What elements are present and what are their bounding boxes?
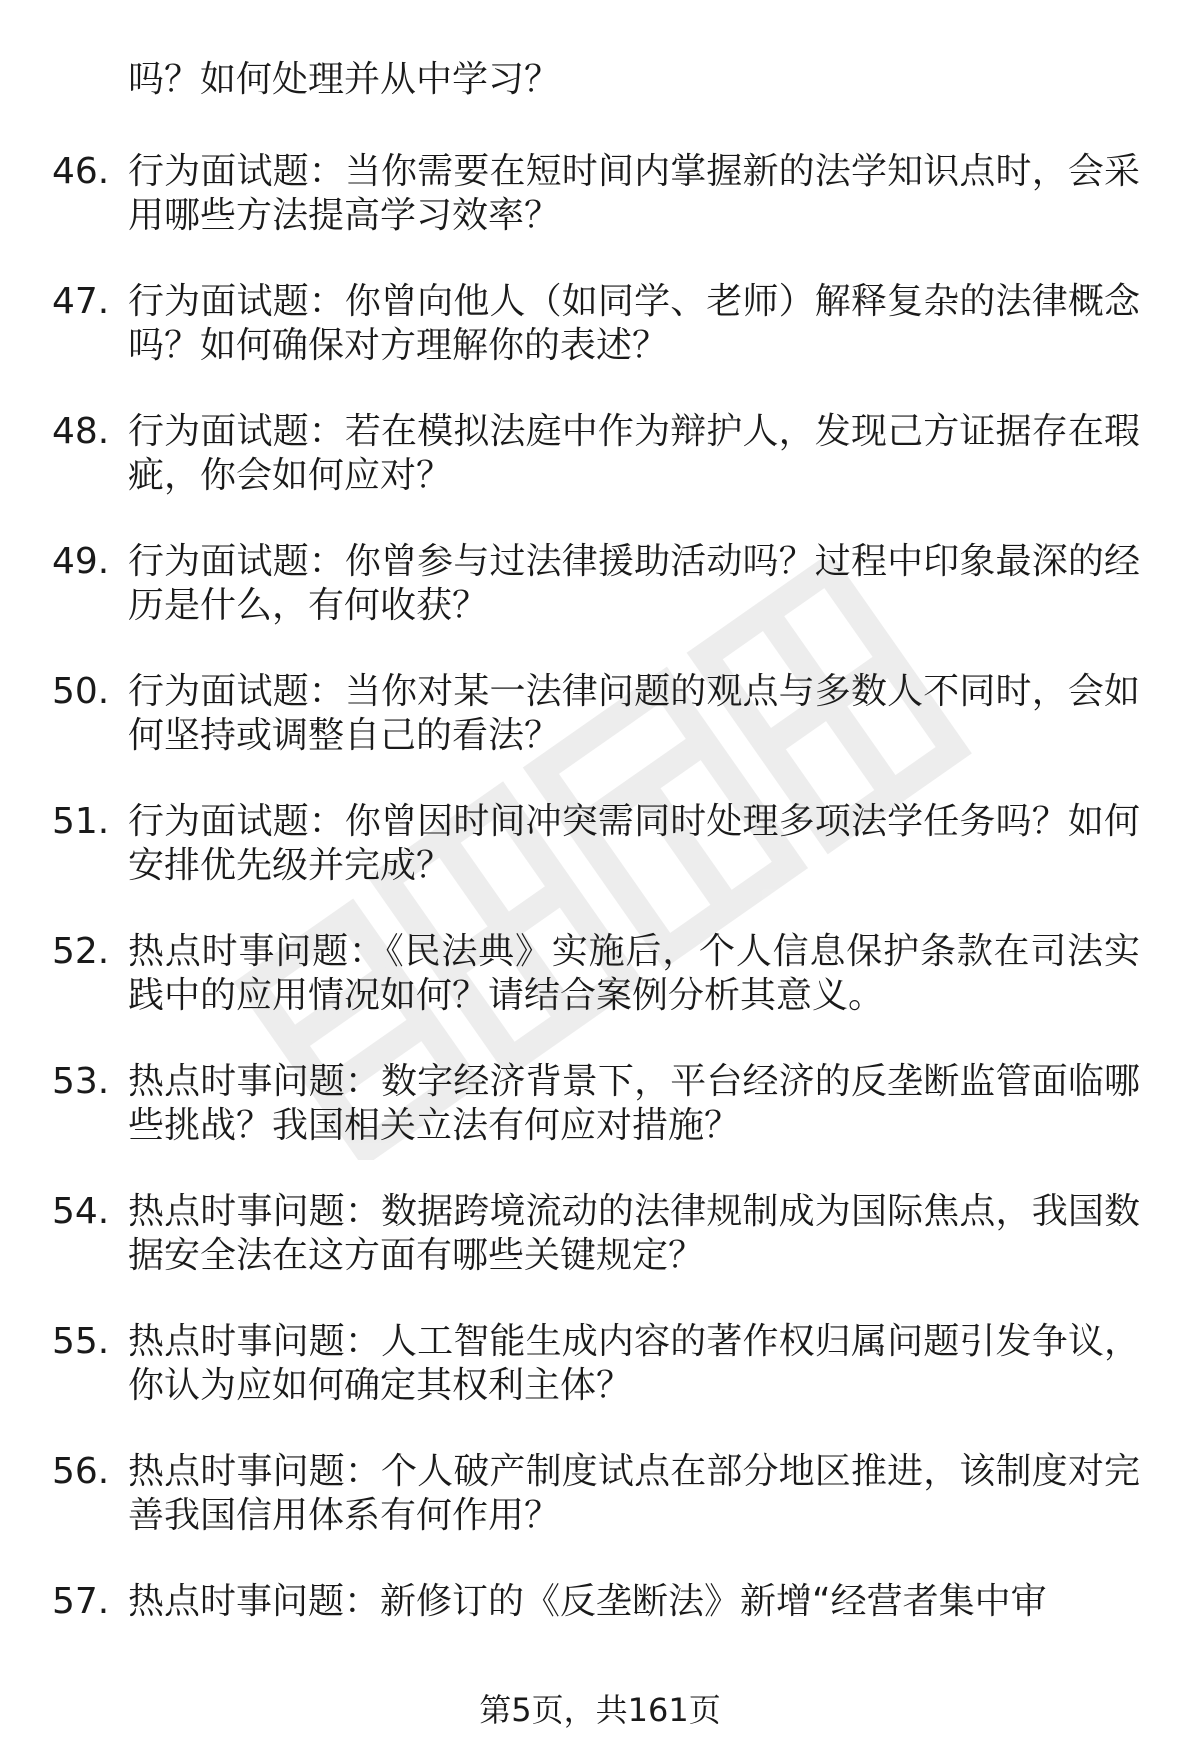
question-number: 56. <box>52 1451 110 1492</box>
list-item <box>0 660 1200 790</box>
list-item <box>0 1050 1200 1180</box>
question-text: 热点时事问题：新修订的《反垄断法》新增“经营者集中审 <box>128 1581 1047 1622</box>
question-number: 52. <box>52 931 110 972</box>
continued-question-text: 吗？如何处理并从中学习？ <box>128 59 561 100</box>
list-item <box>0 530 1200 660</box>
question-text: 热点时事问题：数据跨境流动的法律规制成为国际焦点，我国数据安全法在这方面有哪些关键规定？ <box>128 1191 1140 1276</box>
list-item <box>0 1310 1200 1440</box>
question-text: 热点时事问题：人工智能生成内容的著作权归属问题引发争议，你认为应如何确定其权利主体？ <box>128 1321 1140 1406</box>
question-text: 行为面试题：当你需要在短时间内掌握新的法学知识点时，会采用哪些方法提高学习效率？ <box>128 151 1140 236</box>
question-text: 行为面试题：若在模拟法庭中作为辩护人，发现己方证据存在瑕疵，你会如何应对？ <box>128 411 1140 496</box>
question-number: 50. <box>52 671 110 712</box>
list-item <box>0 1570 1200 1700</box>
question-number: 53. <box>52 1061 110 1102</box>
list-item <box>0 140 1200 270</box>
list-item <box>0 920 1200 1050</box>
question-text: 行为面试题：你曾参与过法律援助活动吗？过程中印象最深的经历是什么，有何收获？ <box>128 541 1140 626</box>
question-number: 47. <box>52 281 110 322</box>
question-text: 行为面试题：你曾向他人（如同学、老师）解释复杂的法律概念吗？如何确保对方理解你的表述？ <box>128 281 1140 366</box>
question-text: 热点时事问题：个人破产制度试点在部分地区推进，该制度对完善我国信用体系有何作用？ <box>128 1451 1140 1536</box>
page-number-label: 第5页，共161页 <box>479 1691 721 1729</box>
page-footer <box>0 1690 1200 1730</box>
list-item <box>0 1180 1200 1310</box>
question-number: 49. <box>52 541 110 582</box>
question-number: 57. <box>52 1581 110 1622</box>
question-list <box>0 140 1200 1700</box>
question-number: 46. <box>52 151 110 192</box>
question-text: 行为面试题：你曾因时间冲突需同时处理多项法学任务吗？如何安排优先级并完成？ <box>128 801 1140 886</box>
list-item <box>0 270 1200 400</box>
question-number: 51. <box>52 801 110 842</box>
question-number: 54. <box>52 1191 110 1232</box>
question-number: 55. <box>52 1321 110 1362</box>
question-number: 48. <box>52 411 110 452</box>
question-text: 热点时事问题：数字经济背景下，平台经济的反垄断监管面临哪些挑战？我国相关立法有何应对措施？ <box>128 1061 1140 1146</box>
list-item <box>0 1440 1200 1570</box>
question-text: 行为面试题：当你对某一法律问题的观点与多数人不同时，会如何坚持或调整自己的看法？ <box>128 671 1140 756</box>
question-text: 热点时事问题：《民法典》实施后，个人信息保护条款在司法实践中的应用情况如何？请结合案例分析其意义。 <box>128 931 1140 1016</box>
list-item <box>0 400 1200 530</box>
list-item <box>0 790 1200 920</box>
